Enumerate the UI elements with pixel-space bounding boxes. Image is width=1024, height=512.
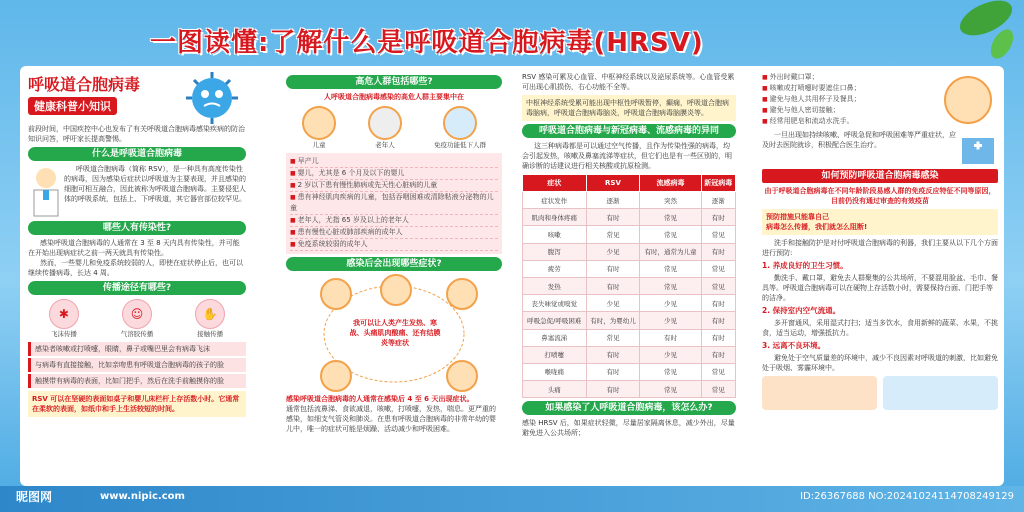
slogan-1: 预防措施只能靠自己 — [766, 213, 829, 221]
route-item: 触摸带有病毒的表面，比如门把手，然后在洗手前触摸你的脸 — [28, 374, 246, 388]
table-cell: 症状发作 — [523, 192, 587, 209]
table-cell: 发热 — [523, 277, 587, 294]
table-cell: 少见 — [586, 243, 640, 260]
table-cell: 少见 — [640, 312, 701, 329]
watermark-logo: 昵图网 — [16, 490, 53, 504]
route-icons — [28, 299, 246, 338]
section-header-contagious: 哪些人有传染性? — [28, 221, 246, 235]
table-cell: 有时 — [701, 243, 735, 260]
slogan-2: 病毒怎么传播，我们就怎么阻断! — [766, 223, 868, 231]
sick-child-icon — [380, 274, 412, 306]
compare-text: 这三种病毒都是可以通过空气传播，且作为传染性强的病毒，均会引起发热，咳嗽及鼻塞流涕等症状，但它们也是有一些区别的，明确诊断的话建议进行相关核酸或抗原检测。 — [522, 142, 732, 170]
table-cell: 有时，为婴幼儿 — [586, 312, 640, 329]
list-item: ■ 免疫系统较弱的成年人 — [290, 239, 498, 251]
sick-child-icon — [320, 278, 352, 310]
section-header-prevention: 如何预防呼吸道合胞病毒感染 — [762, 169, 998, 183]
tip-1-text: 勤洗手、戴口罩，避免去人群聚集的公共场所，不要混用脸盆、毛巾、餐具等。呼吸道合胞病毒可以在硬物上存活数小时，需要保持台面、门把手等的洁净。 — [762, 274, 998, 302]
table-cell: 肌肉和身体疼痛 — [523, 209, 587, 226]
table-cell: 有时 — [701, 312, 735, 329]
droplet-icon: ✱ — [49, 299, 79, 329]
table-cell: 常见 — [586, 226, 640, 243]
high-risk-intro: 人呼吸道合胞病毒感染的高危人群主要集中在 — [324, 93, 464, 101]
table-cell: 常见 — [701, 260, 735, 277]
doctor-icon — [28, 164, 64, 218]
sick-child-icon — [446, 278, 478, 310]
table-header-cell: RSV — [586, 175, 640, 192]
list-item: ■ 患有慢性心脏或肺部疾病的成年人 — [290, 227, 498, 239]
table-cell: 少见 — [640, 346, 701, 363]
table-cell: 常见 — [640, 226, 701, 243]
table-cell: 常见 — [701, 381, 735, 398]
table-cell: 常见 — [701, 226, 735, 243]
list-item: ■ 外出时戴口罩； — [762, 72, 938, 83]
image-id: ID:26367688 NO:20241024114708249129 — [800, 491, 1014, 502]
handshake-icon: ✋ — [195, 299, 225, 329]
leaf-decoration-icon — [946, 0, 1018, 70]
list-item: ■ 经常用肥皂和流动水洗手。 — [762, 116, 938, 127]
section-header-what-to-do: 如果感染了人呼吸道合胞病毒，该怎么办? — [522, 401, 736, 415]
badge-subtitle: 健康科普小知识 — [28, 97, 117, 115]
table-cell: 有时 — [701, 329, 735, 346]
table-cell: 呼吸急促/呼吸困难 — [523, 312, 587, 329]
route-contact: ✋ 接触传播 — [195, 299, 225, 338]
table-cell: 鼻塞流涕 — [523, 329, 587, 346]
tip-3-text: 避免处于空气质量差的环境中，减少不良因素对呼吸道的刺激，比如避免处于吸烟、雾霾环境中。 — [762, 354, 998, 372]
list-item: ■ 患有神经肌肉疾病的儿童，包括吞咽困难或清除粘液分泌物的儿童 — [290, 192, 498, 215]
section-header-what-is: 什么是呼吸道合胞病毒 — [28, 147, 246, 161]
symptom-diagram — [286, 274, 502, 394]
risk-list — [286, 153, 502, 254]
table-cell: 逐渐 — [586, 192, 640, 209]
page-title: 一图读懂:了解什么是呼吸道合胞病毒(HRSV) — [150, 28, 704, 58]
table-cell: 有时 — [586, 346, 640, 363]
column-risk — [286, 72, 502, 434]
table-cell: 头痛 — [523, 381, 587, 398]
table-row — [523, 295, 736, 312]
table-row — [523, 329, 736, 346]
table-header-cell: 症状 — [523, 175, 587, 192]
table-row — [523, 226, 736, 243]
tip-1-title: 1. 养成良好的卫生习惯。 — [762, 261, 848, 270]
content-board — [20, 66, 1004, 486]
group-immunocompromised: 免疫功能低下人群 — [434, 106, 486, 149]
intro-text: 前段时间，中国疾控中心也发布了有关呼吸道合胞病毒感染疾病的防治知识问答，呼吁家长提高警惕。 — [28, 125, 245, 143]
route-droplet: ✱ 飞沫传播 — [49, 299, 79, 338]
care-list — [762, 72, 938, 128]
onset-text: 感染呼吸道合胞病毒的人通常在感染后 4 至 6 天出现症状。 — [286, 395, 474, 403]
table-cell: 有时 — [701, 295, 735, 312]
sick-child-icon — [320, 360, 352, 392]
tip-3-title: 3. 远离不良环境。 — [762, 341, 826, 350]
table-cell: 常见 — [640, 381, 701, 398]
group-children: 儿童 — [302, 106, 336, 149]
list-item: ■ 婴儿，尤其是 6 个月及以下的婴儿 — [290, 168, 498, 180]
group-elderly: 老年人 — [368, 106, 402, 149]
column-intro — [28, 72, 246, 417]
table-header-cell: 新冠病毒 — [701, 175, 735, 192]
risk-group-icons — [286, 106, 502, 149]
table-cell: 有时 — [586, 260, 640, 277]
badge-title: 呼吸道合胞病毒 — [28, 75, 141, 94]
table-cell: 打喷嚏 — [523, 346, 587, 363]
window-illustration-icon — [883, 376, 998, 410]
table-cell: 常见 — [640, 277, 701, 294]
list-item: ■ 2 岁以下患有慢性肺病或先天性心脏病的儿童 — [290, 180, 498, 192]
route-item: 感染者咳嗽或打喷嚏，眼睛，鼻子或嘴巴里会有病毒飞沫 — [28, 342, 246, 356]
hospital-icon — [958, 130, 998, 166]
route-aerosol: ☺ 气溶胶传播 — [121, 299, 154, 338]
prevention-intro: 洗手和接触防护是对付呼吸道合胞病毒的利器，我们主要从以下几个方面进行预防: — [762, 239, 998, 257]
list-item: ■ 咳嗽或打喷嚏时要遮住口鼻； — [762, 83, 938, 94]
table-cell: 有时 — [586, 277, 640, 294]
table-header-cell: 流感病毒 — [640, 175, 701, 192]
section-header-routes: 传播途径有哪些? — [28, 281, 246, 295]
tip-2-title: 2. 保持室内空气流通。 — [762, 306, 841, 315]
table-cell: 咳嗽 — [523, 226, 587, 243]
table-cell: 逐渐 — [701, 192, 735, 209]
table-cell: 有时 — [586, 363, 640, 380]
table-cell: 常见 — [701, 363, 735, 380]
table-cell: 有时 — [586, 209, 640, 226]
column-compare — [522, 72, 736, 438]
table-cell: 突然 — [640, 192, 701, 209]
seek-care-text: 一旦出现如持续咳嗽、呼吸急促和呼吸困难等严重症状，应及时去医院就诊，积极配合医生治疗。 — [762, 131, 956, 149]
contagious-text-1: 感染呼吸道合胞病毒的人通常在 3 至 8 天内具有传染性，并可能在开始出现病症状之前一两天就具有传染性。 — [28, 239, 240, 257]
handwash-illustration-icon — [762, 376, 877, 410]
table-cell: 常见 — [586, 329, 640, 346]
table-cell: 喉咙痛 — [523, 363, 587, 380]
list-item: ■ 避免与他人共用杯子及餐具； — [762, 94, 938, 105]
table-row — [523, 277, 736, 294]
table-cell: 腹泻 — [523, 243, 587, 260]
what-is-text: 呼吸道合胞病毒（简称 RSV），是一种具有高度传染性的病毒，因为感染后症状以呼吸道为主要表现，并且感染的细胞可相互融合，因此被称为呼吸道合胞病毒。主要侵犯人体的呼吸系统，包括上、下呼吸道，其它器官部位较罕见。 — [64, 165, 246, 203]
people-icon: ☺ — [122, 299, 152, 329]
table-cell: 丧失味觉或嗅觉 — [523, 295, 587, 312]
section-header-high-risk: 高危人群包括哪些? — [286, 75, 502, 89]
what-to-do-text: 感染 HRSV 后，如果症状轻微，尽量居家隔离休息，减少外出，尽量避免进入公共场所； — [522, 419, 735, 438]
table-cell: 常见 — [701, 277, 735, 294]
virus-icon — [182, 68, 242, 126]
route-item: 与病毒有直接接触，比如亲吻患有呼吸道合胞病毒的孩子的脸 — [28, 358, 246, 372]
table-row — [523, 260, 736, 277]
symptom-detail-text: 通常包括流鼻涕、食欲减退，咳嗽，打喷嚏，发热，喘息。更严重的感染，如细支气管炎和肺炎。在患有呼吸道合胞病毒的非常年幼的婴儿中，唯一的症状可能是烦躁、活动减少和呼吸困难。 — [286, 405, 496, 433]
masked-girl-icon — [944, 76, 992, 124]
table-row — [523, 243, 736, 260]
list-item: ■ 早产儿 — [290, 156, 498, 168]
table-cell: 常见 — [640, 363, 701, 380]
table-row — [523, 312, 736, 329]
table-cell: 疲劳 — [523, 260, 587, 277]
table-cell: 少见 — [640, 295, 701, 312]
tip-2-text: 多开窗通风，采用湿式打扫；适当多饮水，食用新鲜的蔬菜、水果，不挑食，适当运动，增强抵抗力。 — [762, 319, 998, 337]
table-cell: 有时 — [640, 329, 701, 346]
table-row — [523, 363, 736, 380]
table-row — [523, 209, 736, 226]
column-prevention — [762, 72, 998, 410]
list-item: ■ 避免与他人密切接触； — [762, 105, 938, 116]
symptom-center-text: 我可以让人类产生发热、寒战、头痛肌肉酸痛、还有结膜炎等症状 — [349, 319, 441, 347]
child-icon — [302, 106, 336, 140]
section-header-symptoms: 感染后会出现哪些症状? — [286, 257, 502, 271]
section-header-compare: 呼吸道合胞病毒与新冠病毒、流感病毒的异同 — [522, 124, 736, 138]
table-cell: 有时 — [701, 346, 735, 363]
list-item: ■ 老年人，尤指 65 岁及以上的老年人 — [290, 215, 498, 227]
contagious-text-2: 然而，一些婴儿和免疫系统较弱的人，即使在症状停止后，也可以继续传播病毒，长达 4 周。 — [28, 259, 243, 277]
table-row — [523, 346, 736, 363]
patient-icon — [443, 106, 477, 140]
cns-text: 中枢神经系统受累可能出现中枢性呼吸暂停，癫痫，呼吸道合胞病毒脑病，呼吸道合胞病毒脑炎，呼吸道合胞病毒脑膜炎等。 — [526, 99, 729, 117]
table-cell: 常见 — [640, 260, 701, 277]
watermark-url: www.nipic.com — [100, 491, 185, 502]
surface-warning: RSV 可以在坚硬的表面如桌子和婴儿床栏杆上存活数小时。它通常在柔软的表面，如纸巾和手上生活较短的时间。 — [32, 395, 240, 413]
table-row — [523, 192, 736, 209]
table-cell: 有时 — [586, 381, 640, 398]
elderly-icon — [368, 106, 402, 140]
table-cell: 少见 — [586, 295, 640, 312]
table-cell: 有时，通常为儿童 — [640, 243, 701, 260]
prevention-illustrations — [762, 376, 998, 410]
comparison-table — [522, 174, 736, 398]
organ-text: RSV 感染可累及心血管、中枢神经系统以及泌尿系统等。心血管受累可出现心肌损伤，右心功能不全等。 — [522, 73, 735, 91]
sick-child-icon — [446, 360, 478, 392]
table-cell: 有时 — [701, 209, 735, 226]
table-cell: 常见 — [640, 209, 701, 226]
table-row — [523, 381, 736, 398]
no-vaccine-text: 由于呼吸道合胞病毒在不同年龄阶段易感人群的免疫反应特征不同等原因，目前仍没有通过审查的有效疫苗 — [764, 187, 996, 205]
